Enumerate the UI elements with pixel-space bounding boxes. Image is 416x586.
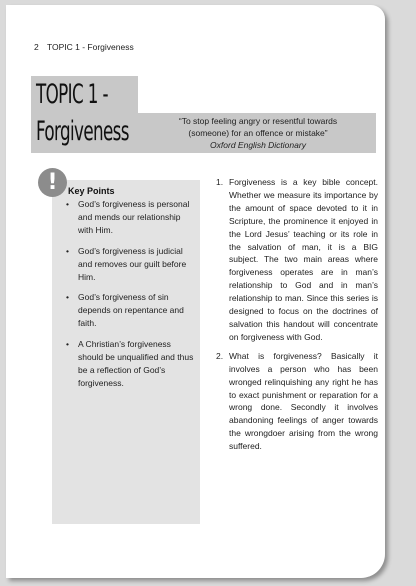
definition-quote xyxy=(158,115,358,151)
running-head xyxy=(34,42,134,52)
key-point-item: • A Christian’s forgiveness should be unqualified and thus be a reflection of God’s forgiveness. xyxy=(66,338,194,388)
paragraph-text: What is forgiveness? Basically it involves a person who has been wronged relinquishing any right he has to exact punishment or reparation for a wrong done. Secondly it involves abandoning feelings of anger towards the wrongdoer arising from the wrong suffered. xyxy=(229,350,378,452)
bullet-icon: • xyxy=(66,338,69,349)
paragraph-text: Forgiveness is a key bible concept. Whether we measure its importance by the amount of space devoted to it in Scripture, the prominence it enjoyed in the Lord Jesus’ teaching or its role in the salvation of man, it is a BIG subject. The two main areas where forgiveness operates are in man’s relationship to God and in man’s relationship to man. Since this series is designed to focus on the doctrines of salvation this handout will concentrate on forgiveness with God. xyxy=(229,177,378,342)
key-point-item: • God’s forgiveness is judicial and removes our guilt before Him. xyxy=(66,245,187,282)
body-paragraph xyxy=(216,350,378,453)
bullet-icon: • xyxy=(66,245,69,256)
page-number: 2 xyxy=(34,42,39,52)
body-paragraph xyxy=(216,176,378,344)
key-point-item: • God’s forgiveness of sin depends on repentance and faith. xyxy=(66,292,184,328)
bullet-icon: • xyxy=(66,199,69,209)
paragraph-number: 1. xyxy=(216,177,224,187)
definition-source: Oxford English Dictionary xyxy=(210,140,306,150)
key-point-item: • God’s forgiveness is personal and mends our relationship with Him. xyxy=(66,199,190,235)
paragraph-number: 2. xyxy=(216,350,224,361)
page-title-line-2: Forgiveness xyxy=(36,116,129,147)
key-points-heading: Key Points xyxy=(68,186,115,196)
definition-text: “To stop feeling angry or resentful towards (someone) for an offence or mistake” xyxy=(178,116,338,138)
running-head-section: TOPIC 1 - Forgiveness xyxy=(46,42,134,52)
body-numbered-list xyxy=(216,176,378,459)
page-title-line-1: TOPIC 1 - xyxy=(36,79,108,110)
key-points-list xyxy=(66,198,196,397)
exclamation-icon: ! xyxy=(38,168,67,197)
bullet-icon: • xyxy=(66,292,69,302)
